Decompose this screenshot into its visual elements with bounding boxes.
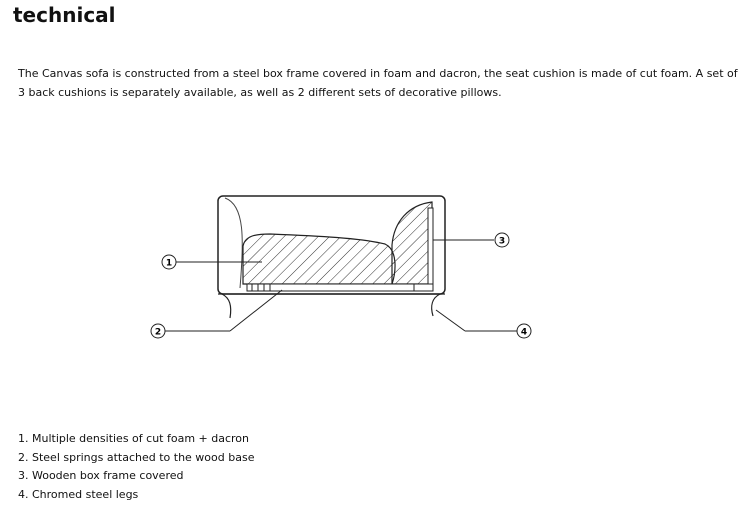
spec-item-springs: 2. Steel springs attached to the wood base bbox=[18, 450, 255, 464]
spec-item-frame: 3. Wooden box frame covered bbox=[18, 469, 184, 482]
spec-item-foam: 1. Multiple densities of cut foam + dacron bbox=[18, 432, 250, 445]
callout-4-label: 4 bbox=[520, 327, 528, 338]
back-frame-board bbox=[428, 208, 433, 286]
back-cushion bbox=[392, 202, 432, 284]
spec-item-legs: 4. Chromed steel legs bbox=[18, 487, 139, 501]
left-arm-curve bbox=[225, 198, 242, 288]
intro-paragraph: The Canvas sofa is constructed from a steel box frame covered in foam and dacron, the seat cushion is made of cut foam. A set of 3 back cushions is separately available, as well as 2 different sets of decorative pillows. bbox=[18, 67, 738, 99]
right-leg bbox=[432, 294, 440, 316]
page-title: technical bbox=[13, 3, 116, 27]
callout-1-label: 1 bbox=[165, 258, 173, 269]
callout-3-label: 3 bbox=[498, 236, 506, 247]
callout-2-label: 2 bbox=[154, 327, 162, 338]
left-leg bbox=[222, 294, 231, 318]
seat-cushion bbox=[243, 234, 395, 284]
spec-list bbox=[18, 430, 254, 504]
sofa-cross-section-diagram bbox=[140, 185, 560, 355]
spring-base bbox=[247, 284, 433, 291]
